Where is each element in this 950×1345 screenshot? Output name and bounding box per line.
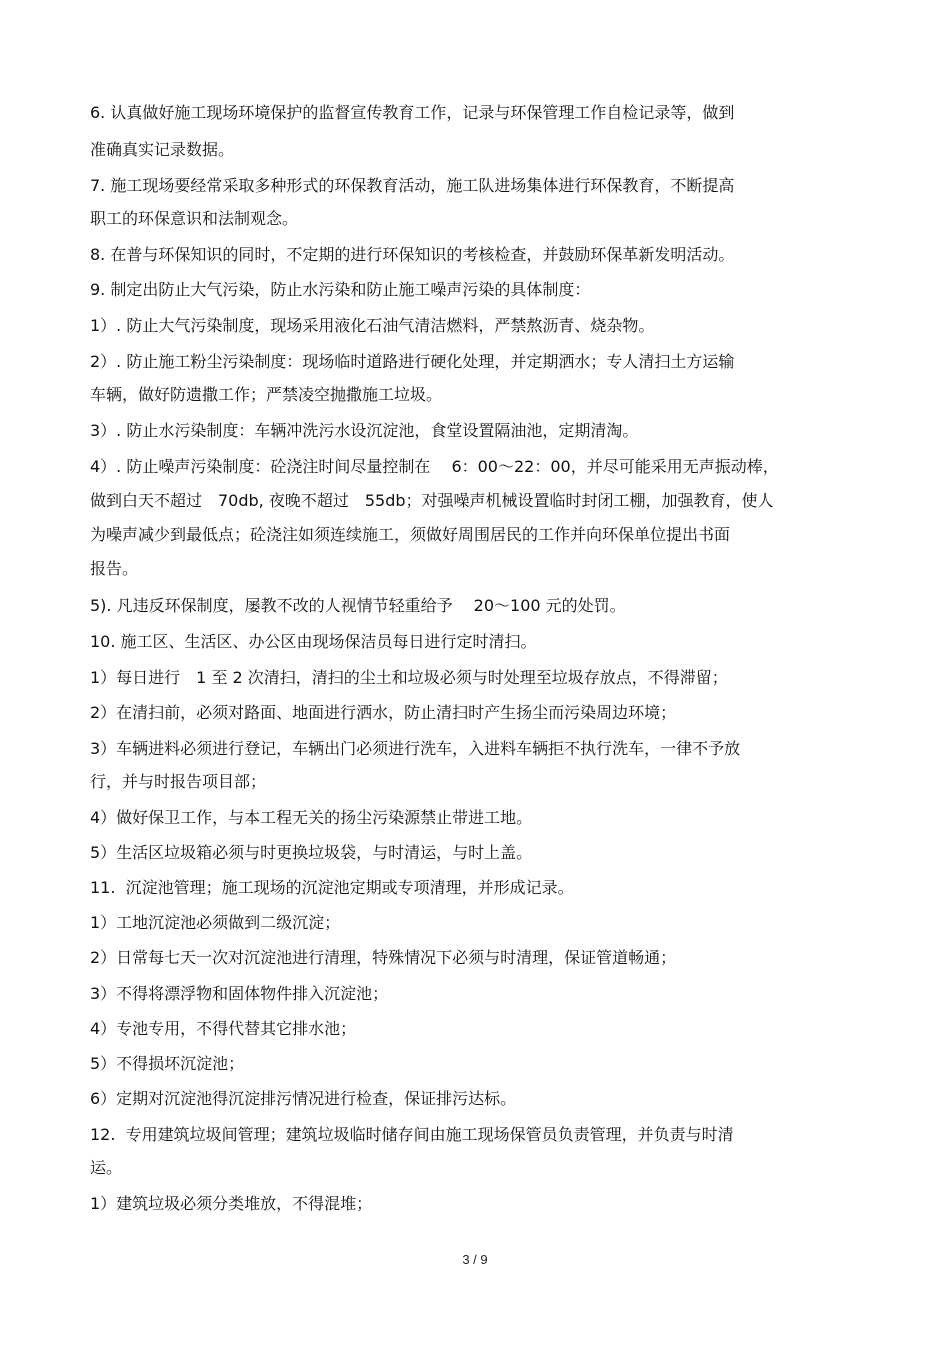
text-line: 5). 凡违反环保制度，屡教不改的人视情节轻重给予 20～100 元的处罚。 (90, 596, 626, 615)
text-line: 1）每日进行 1 至 2 次清扫，清扫的尘土和垃圾必须与时处理至垃圾存放点，不得滞留； (90, 668, 728, 687)
text-line: 1）. 防止大气污染制度，现场采用液化石油气清洁燃料，严禁熬沥青、烧杂物。 (90, 316, 655, 335)
text-line: 4）专池专用，不得代替其它排水池； (90, 1019, 357, 1038)
text-line: 2）日常每七天一次对沉淀池进行清理，特殊情况下必须与时清理，保证管道畅通； (90, 948, 677, 967)
text-line: 3）车辆进料必须进行登记，车辆出门必须进行洗车，入进料车辆拒不执行洗车，一律不予放 (90, 739, 741, 758)
text-line: 10. 施工区、生活区、办公区由现场保洁员每日进行定时清扫。 (90, 632, 537, 651)
text-line: 9. 制定出防止大气污染，防止水污染和防止施工噪声污染的具体制度： (90, 280, 591, 299)
text-line: 1）工地沉淀池必须做到二级沉淀； (90, 913, 341, 932)
text-line: 4）做好保卫工作，与本工程无关的扬尘污染源禁止带进工地。 (90, 808, 533, 827)
text-line: 1）建筑垃圾必须分类堆放，不得混堆； (90, 1194, 373, 1213)
text-line: 2）在清扫前，必须对路面、地面进行洒水，防止清扫时产生扬尘而污染周边环境； (90, 703, 677, 722)
text-line: 6. 认真做好施工现场环境保护的监督宣传教育工作，记录与环保管理工作自检记录等，做到 (90, 103, 735, 122)
text-line: 8. 在普与环保知识的同时，不定期的进行环保知识的考核检查，并鼓励环保革新发明活动。 (90, 245, 735, 264)
text-line: 报告。 (90, 559, 139, 578)
text-line: 4）. 防止噪声污染制度：砼浇注时间尽量控制在 6：00～22：00，并尽可能采用无声振动棒， (90, 457, 779, 476)
text-line: 为噪声减少到最低点；砼浇注如须连续施工，须做好周围居民的工作并向环保单位提出书面 (90, 525, 731, 544)
text-line: 行，并与时报告项目部； (90, 772, 267, 791)
page-number: 3 / 9 (462, 1252, 488, 1267)
text-line: 6）定期对沉淀池得沉淀排污情况进行检查，保证排污达标。 (90, 1089, 517, 1108)
text-line: 5）生活区垃圾箱必须与时更换垃圾袋，与时清运，与时上盖。 (90, 843, 533, 862)
text-line: 11. 沉淀池管理；施工现场的沉淀池定期或专项清理，并形成记录。 (90, 878, 574, 897)
text-line: 3）. 防止水污染制度：车辆冲洗污水设沉淀池，食堂设置隔油池，定期清淘。 (90, 421, 639, 440)
text-line: 3）不得将漂浮物和固体物件排入沉淀池； (90, 984, 389, 1003)
text-line: 运。 (90, 1158, 123, 1177)
text-line: 7. 施工现场要经常采取多种形式的环保教育活动，施工队进场集体进行环保教育，不断提高 (90, 176, 735, 195)
text-line: 5）不得损坏沉淀池； (90, 1054, 245, 1073)
text-line: 12. 专用建筑垃圾间管理；建筑垃圾临时储存间由施工现场保管员负责管理，并负责与时清 (90, 1125, 734, 1144)
text-line: 职工的环保意识和法制观念。 (90, 209, 299, 228)
text-line: 车辆，做好防遗撒工作；严禁凌空抛撒施工垃圾。 (90, 385, 443, 404)
text-line: 做到白天不超过 70db, 夜晚不超过 55db；对强噪声机械设置临时封闭工棚，加强教育，使人 (90, 491, 774, 510)
text-line: 准确真实记录数据。 (90, 140, 235, 159)
text-line: 2）. 防止施工粉尘污染制度：现场临时道路进行硬化处理，并定期洒水；专人清扫土方运输 (90, 352, 735, 371)
